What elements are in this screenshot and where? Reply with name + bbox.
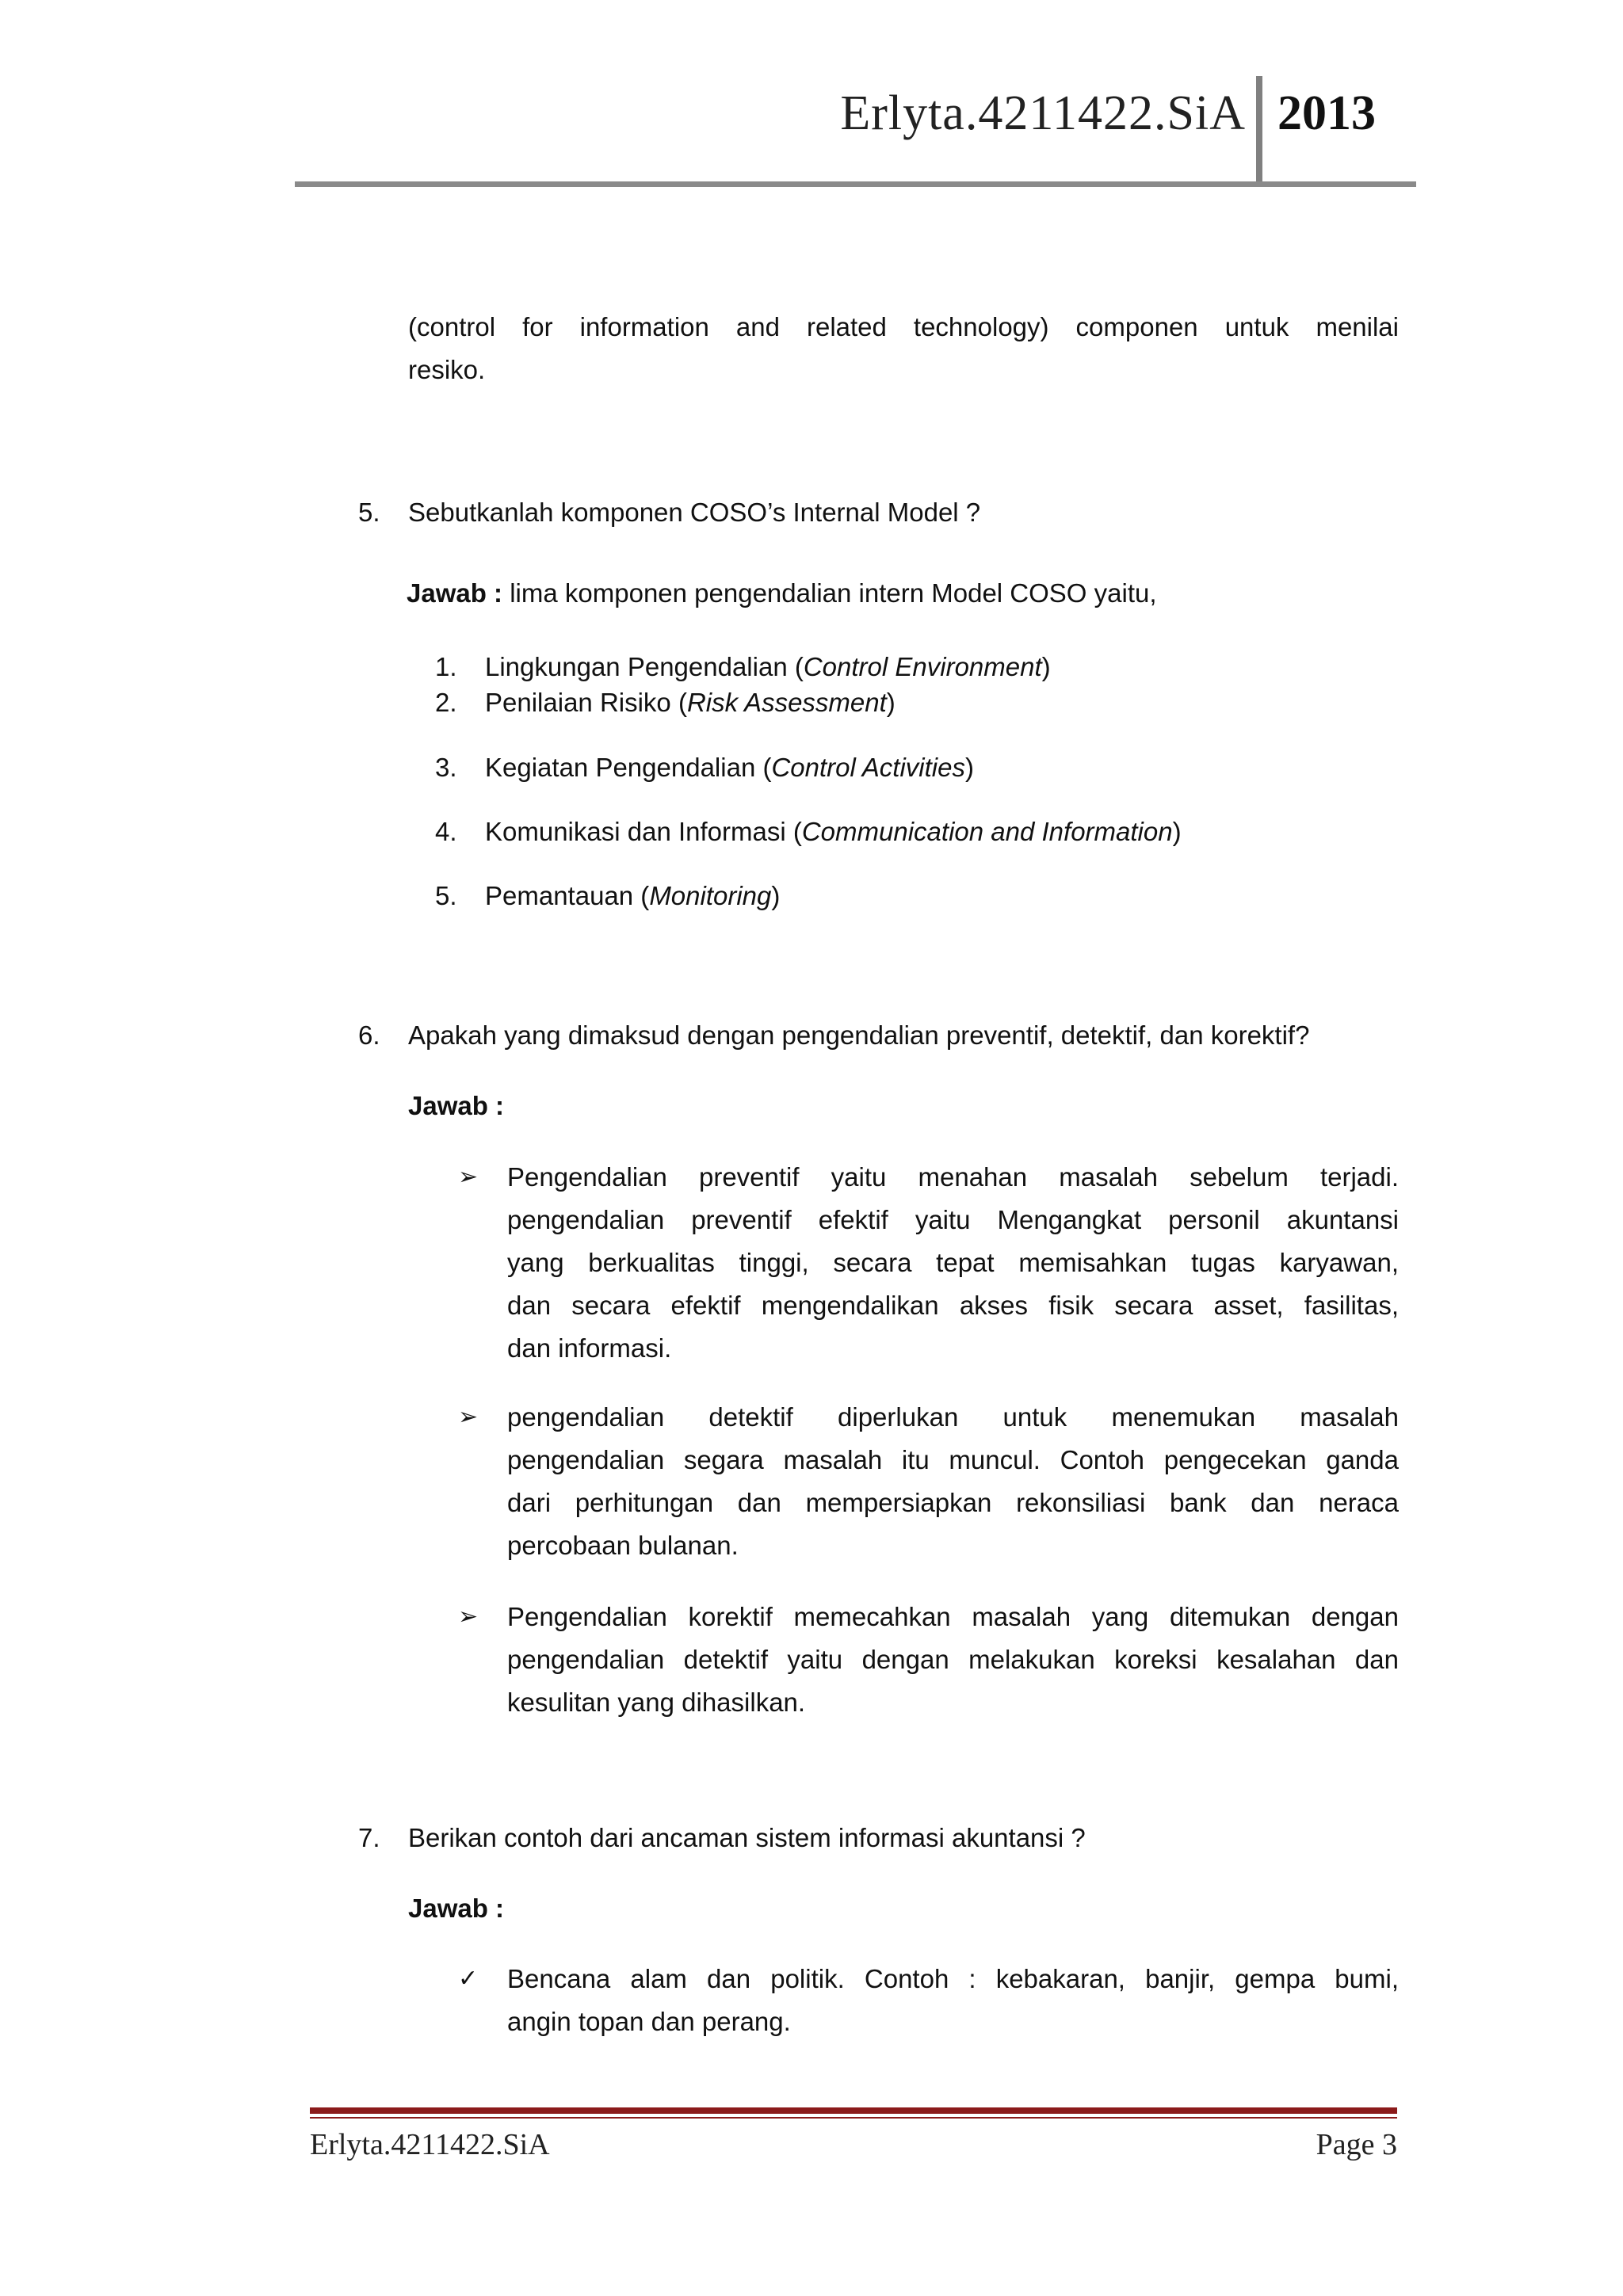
question-text: Sebutkanlah komponen COSO’s Internal Model ? xyxy=(408,498,981,527)
paragraph-line: (control for information and related technology) componen untuk menilai xyxy=(408,312,1399,341)
arrow-bullet-icon: ➢ xyxy=(458,1164,479,1190)
question-number: 6. xyxy=(358,1020,380,1050)
arrow-bullet-icon: ➢ xyxy=(458,1404,479,1430)
footer-page-number: Page 3 xyxy=(1316,2128,1397,2161)
header-rule xyxy=(295,181,1416,187)
bullet-paragraph: Bencana alam dan politik. Contoh : kebakaran, banjir, gempa bumi, angin topan dan perang. xyxy=(507,1964,1399,2036)
question-text: Berikan contoh dari ancaman sistem informasi akuntansi ? xyxy=(408,1823,1086,1852)
list-item: Penilaian Risiko (Risk Assessment) xyxy=(485,688,896,717)
list-item: Komunikasi dan Informasi (Communication and Information) xyxy=(485,817,1182,846)
answer-label: Jawab : xyxy=(407,578,503,608)
answer-label: Jawab : xyxy=(408,1894,505,1923)
arrow-bullet-icon: ➢ xyxy=(458,1604,479,1630)
footer-rule xyxy=(310,2107,1397,2114)
list-item: Pemantauan (Monitoring) xyxy=(485,881,781,910)
paragraph-line: resiko. xyxy=(408,355,486,384)
answer-line xyxy=(408,1085,504,1127)
list-number: 4. xyxy=(435,817,457,846)
footer-author: Erlyta.4211422.SiA xyxy=(310,2128,550,2161)
list-number: 5. xyxy=(435,881,457,910)
checkmark-bullet-icon: ✓ xyxy=(458,1966,479,1992)
bullet-paragraph: Pengendalian korektif memecahkan masalah yang ditemukan dengan pengendalian detektif yaitu dengan melakukan koreksi kesalahan dan kesulitan yang dihasilkan. xyxy=(507,1602,1399,1717)
question-text: Apakah yang dimaksud dengan pengendalian preventif, detektif, dan korektif? xyxy=(408,1020,1310,1050)
header-title: Erlyta.4211422.SiA xyxy=(840,86,1246,140)
continuation-paragraph xyxy=(408,306,1399,391)
answer-label: Jawab : xyxy=(408,1091,505,1120)
list-number: 3. xyxy=(435,753,457,782)
bullet-paragraph: pengendalian detektif diperlukan untuk menemukan masalah pengendalian segara masalah itu muncul. Contoh pengecekan ganda dari perhitungan dan mempersiapkan rekonsiliasi bank dan neraca percobaan bulanan. xyxy=(507,1402,1399,1560)
question-number: 5. xyxy=(358,498,380,527)
list-item: Lingkungan Pengendalian (Control Environment) xyxy=(485,652,1051,681)
footer-rule-thin xyxy=(310,2117,1397,2119)
answer-line xyxy=(407,572,1157,615)
list-number: 1. xyxy=(435,652,457,681)
header-divider xyxy=(1256,76,1262,185)
answer-text: lima komponen pengendalian intern Model COSO yaitu, xyxy=(502,578,1157,608)
question-number: 7. xyxy=(358,1823,380,1852)
list-number: 2. xyxy=(435,688,457,717)
header-year: 2013 xyxy=(1277,86,1376,140)
answer-line xyxy=(408,1887,504,1930)
list-item: Kegiatan Pengendalian (Control Activities) xyxy=(485,753,974,782)
bullet-paragraph: Pengendalian preventif yaitu menahan masalah sebelum terjadi. pengendalian preventif efektif yaitu Mengangkat personil akuntansi yang berkualitas tinggi, secara tepat memisahkan tugas karyawan, dan secara efektif mengendalikan akses fisik secara asset, fasilitas, dan informasi. xyxy=(507,1162,1399,1363)
